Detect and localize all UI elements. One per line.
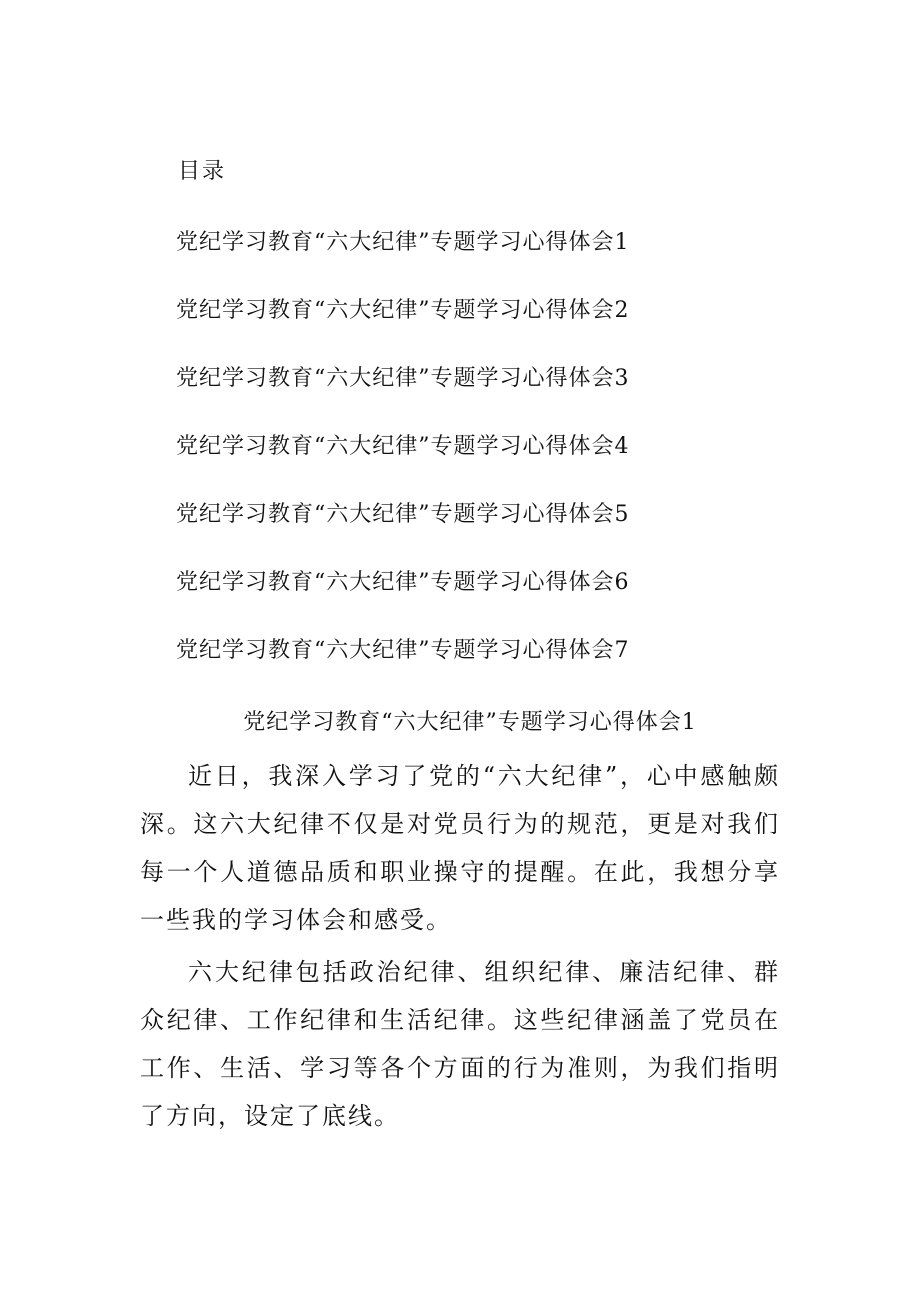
article-title: 党纪学习教育“六大纪律”专题学习心得体会1 xyxy=(243,710,697,735)
toc-item-2[interactable]: 党纪学习教育“六大纪律”专题学习心得体会2 xyxy=(176,298,630,323)
toc-item-3[interactable]: 党纪学习教育“六大纪律”专题学习心得体会3 xyxy=(176,366,630,391)
toc-heading: 目录 xyxy=(178,159,227,184)
toc-item-1[interactable]: 党纪学习教育“六大纪律”专题学习心得体会1 xyxy=(176,230,630,255)
toc-list xyxy=(176,226,630,702)
toc-item-4[interactable]: 党纪学习教育“六大纪律”专题学习心得体会4 xyxy=(176,434,630,459)
article-paragraph-2: 六大纪律包括政治纪律、组织纪律、廉洁纪律、群众纪律、工作纪律和生活纪律。这些纪律涵盖了党员在工作、生活、学习等各个方面的行为准则，为我们指明了方向，设定了底线。 xyxy=(140,958,780,1130)
toc-item-5[interactable]: 党纪学习教育“六大纪律”专题学习心得体会5 xyxy=(176,502,630,527)
toc-item-6[interactable]: 党纪学习教育“六大纪律”专题学习心得体会6 xyxy=(176,570,630,595)
toc-item-7[interactable]: 党纪学习教育“六大纪律”专题学习心得体会7 xyxy=(176,638,630,663)
article-body xyxy=(140,752,780,1144)
article-paragraph-1: 近日，我深入学习了党的“六大纪律”，心中感触颇深。这六大纪律不仅是对党员行为的规范，更是对我们每一个人道德品质和职业操守的提醒。在此，我想分享一些我的学习体会和感受。 xyxy=(140,762,780,934)
